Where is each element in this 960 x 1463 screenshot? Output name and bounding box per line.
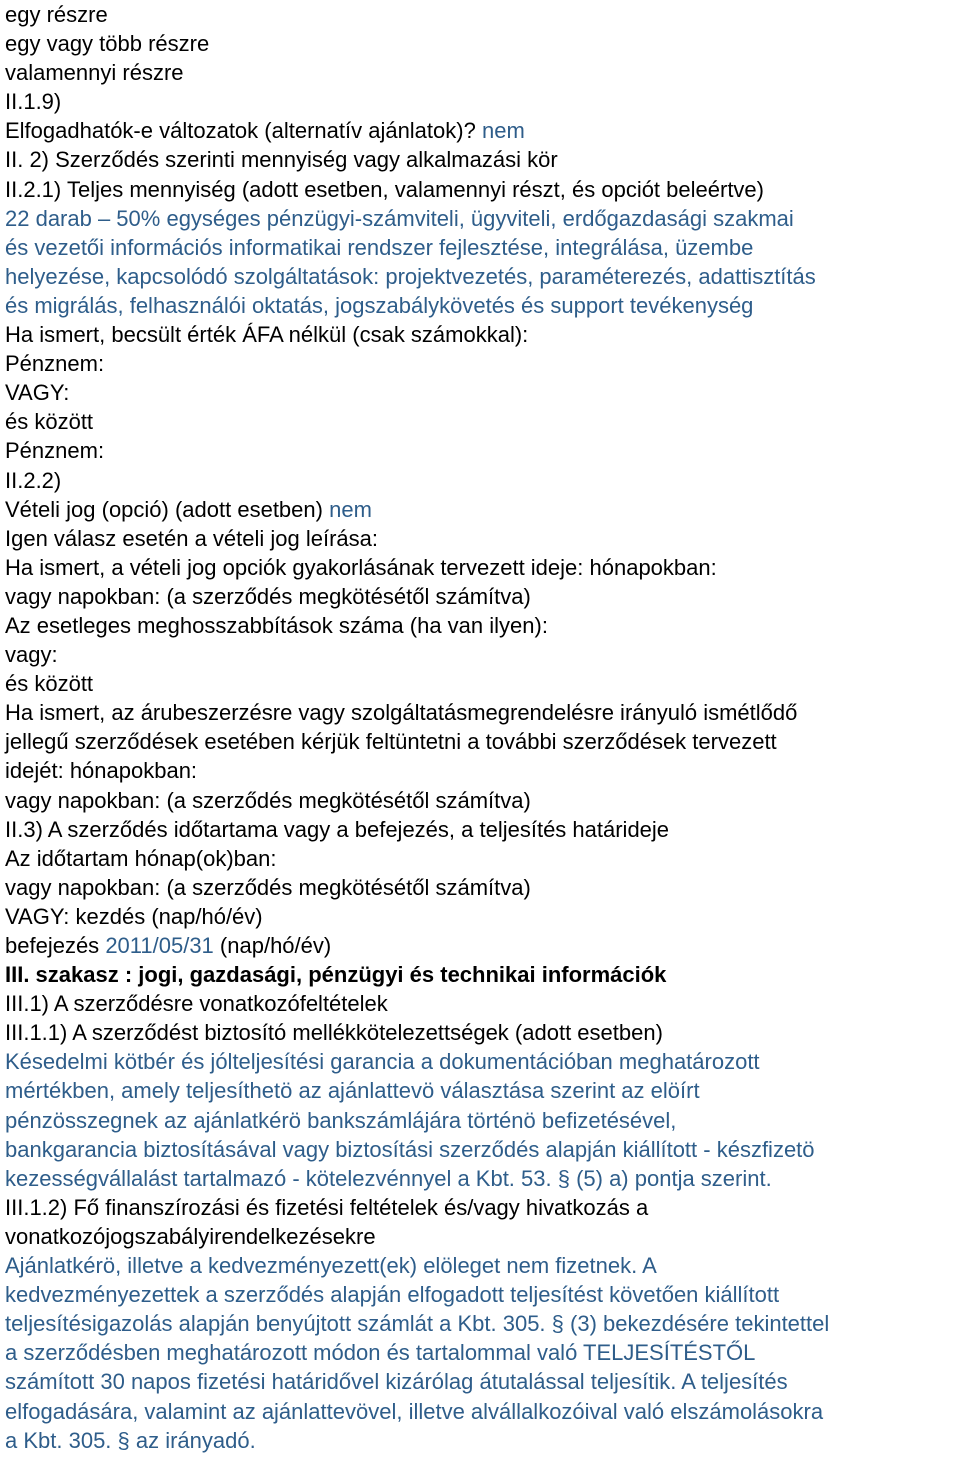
payment-text-line-5: számított 30 napos fizetési határidővel kizárólag átutalással teljesítik. A teljesítés bbox=[5, 1369, 788, 1395]
or-label-1: VAGY: bbox=[5, 380, 70, 406]
start-date-label: VAGY: kezdés (nap/hó/év) bbox=[5, 903, 263, 929]
section-heading-iii: III. szakasz : jogi, gazdasági, pénzügyi és technikai információk bbox=[5, 962, 667, 988]
guarantee-text-line-1: Késedelmi kötbér és jólteljesítési garancia a dokumentációban meghatározott bbox=[5, 1049, 760, 1075]
estimated-value-label: Ha ismert, becsült érték ÁFA nélkül (csak számokkal): bbox=[5, 322, 529, 348]
section-heading-ii-2-1: II.2.1) Teljes mennyiség (adott esetben, valamennyi részt, és opciót beleértve) bbox=[5, 176, 764, 202]
section-heading-ii-2: II. 2) Szerződés szerinti mennyiség vagy alkalmazási kör bbox=[5, 147, 558, 173]
recurring-contracts-line-3: idejét: hónapokban: bbox=[5, 758, 198, 784]
duration-days-label: vagy napokban: (a szerződés megkötésétől számítva) bbox=[5, 874, 531, 900]
option-days-label: vagy napokban: (a szerződés megkötésétől számítva) bbox=[5, 583, 531, 609]
guarantee-text-line-5: kezességvállalást tartalmazó - kötelezvénnyel a Kbt. 53. § (5) a) pontja szerint. bbox=[5, 1165, 772, 1191]
currency-label-1: Pénznem: bbox=[5, 351, 105, 377]
payment-text-line-1: Ajánlatkérö, illetve a kedvezményezett(ek) elöleget nem fizetnek. A bbox=[5, 1253, 657, 1279]
guarantee-text-line-4: bankgarancia biztosításával vagy biztosítási szerződés alapján kiállított - készfizetö bbox=[5, 1136, 815, 1162]
range-between-label-1: és között bbox=[5, 409, 94, 435]
variants-label: Elfogadhatók-e változatok (alternatív ajánlatok)? bbox=[5, 118, 476, 144]
payment-text-line-7: a Kbt. 305. § az irányadó. bbox=[5, 1427, 256, 1453]
payment-text-line-3: teljesítésigazolás alapján benyújtott számlát a Kbt. 305. § (3) bekezdésére tekintettel bbox=[5, 1311, 830, 1337]
section-number-ii-2-2: II.2.2) bbox=[5, 467, 62, 493]
or-label-2: vagy: bbox=[5, 642, 58, 668]
guarantee-text-line-3: pénzösszegnek az ajánlatkérö bankszámlájára történö befizetésével, bbox=[5, 1107, 677, 1133]
range-between-label-2: és között bbox=[5, 671, 94, 697]
option-value: nem bbox=[329, 496, 372, 522]
variants-value: nem bbox=[481, 118, 525, 144]
section-heading-iii-1-2-line-2: vonatkozójogszabályirendelkezésekre bbox=[5, 1223, 376, 1249]
recurring-contracts-line-2: jellegű szerződések esetében kérjük feltüntetni a további szerződések tervezett bbox=[5, 729, 777, 755]
variants-question bbox=[5, 116, 960, 145]
text-line-part-option-1: egy részre bbox=[5, 2, 108, 27]
section-heading-iii-1-2-line-1: III.1.2) Fő finanszírozási és fizetési feltételek és/vagy hivatkozás a bbox=[5, 1194, 649, 1220]
section-heading-iii-1-1: III.1.1) A szerződést biztosító mellékkötelezettségek (adott esetben) bbox=[5, 1020, 663, 1046]
end-date-label: befejezés bbox=[5, 933, 100, 958]
end-date-format: (nap/hó/év) bbox=[219, 933, 332, 958]
section-number-ii-1-9: II.1.9) bbox=[5, 89, 62, 115]
renewals-label: Az esetleges meghosszabbítások száma (ha van ilyen): bbox=[5, 612, 548, 638]
option-label: Vételi jog (opció) (adott esetben) bbox=[5, 496, 323, 522]
payment-text-line-2: kedvezményezettek a szerződés alapján elfogadott teljesítést követően kiállított bbox=[5, 1282, 780, 1308]
end-date-value: 2011/05/31 bbox=[105, 933, 214, 958]
quantity-description-line-2: és vezetői információs informatikai rendszer fejlesztése, integrálása, üzembe bbox=[5, 234, 754, 260]
recurring-contracts-line-1: Ha ismert, az árubeszerzésre vagy szolgáltatásmegrendelésre irányuló ismétlődő bbox=[5, 700, 798, 726]
section-heading-ii-3: II.3) A szerződés időtartama vagy a befejezés, a teljesítés határideje bbox=[5, 816, 670, 842]
recurring-days-label: vagy napokban: (a szerződés megkötésétől számítva) bbox=[5, 787, 531, 813]
quantity-description-line-3: helyezése, kapcsolódó szolgáltatások: projektvezetés, paraméterezés, adattisztítás bbox=[5, 263, 816, 289]
currency-label-2: Pénznem: bbox=[5, 438, 105, 464]
section-heading-iii-1: III.1) A szerződésre vonatkozófeltételek bbox=[5, 991, 388, 1017]
text-line-part-option-2: egy vagy több részre bbox=[5, 31, 210, 57]
quantity-description-line-1: 22 darab – 50% egységes pénzügyi-számviteli, ügyviteli, erdőgazdasági szakmai bbox=[5, 205, 794, 231]
quantity-description-line-4: és migrálás, felhasználói oktatás, jogszabálykövetés és support tevékenység bbox=[5, 292, 754, 318]
option-description-label: Igen válasz esetén a vételi jog leírása: bbox=[5, 525, 379, 551]
option-question bbox=[5, 495, 960, 524]
text-line-part-option-3: valamennyi részre bbox=[5, 60, 184, 86]
guarantee-text-line-2: mértékben, amely teljesíthetö az ajánlattevö választása szerint az elöírt bbox=[5, 1078, 700, 1104]
option-timing-label: Ha ismert, a vételi jog opciók gyakorlásának tervezett ideje: hónapokban: bbox=[5, 554, 717, 580]
payment-text-line-6: elfogadására, valamint az ajánlattevövel, illetve alvállalkozóival való elszámolásokra bbox=[5, 1398, 824, 1424]
duration-months-label: Az időtartam hónap(ok)ban: bbox=[5, 845, 277, 871]
end-date-row bbox=[5, 931, 960, 960]
payment-text-line-4: a szerződésben meghatározott módon és tartalommal való TELJESÍTÉSTŐL bbox=[5, 1340, 756, 1366]
